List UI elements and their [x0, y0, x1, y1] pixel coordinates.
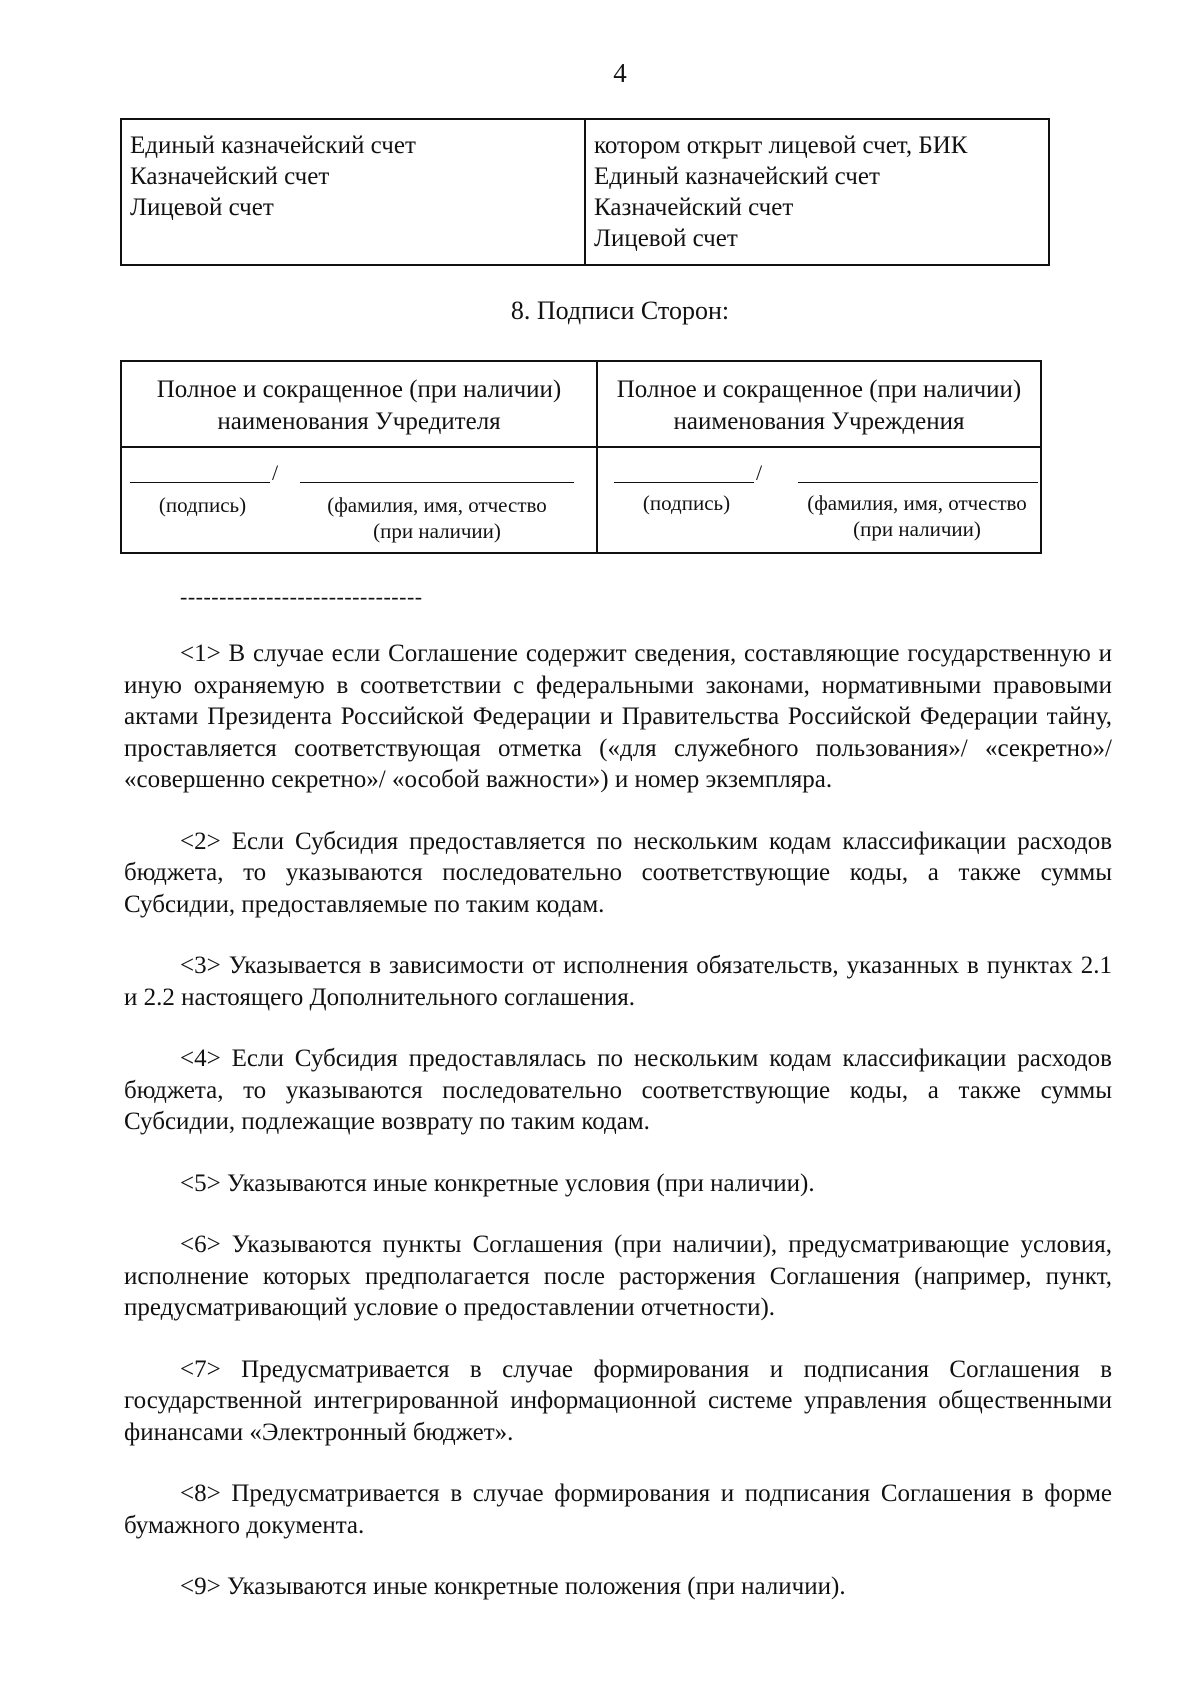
- footnote: <2> Если Субсидия предоставляется по нескольким кодам классификации расходов бюджета, то указываются последовательно соответствующие коды, а также суммы Субсидии, предоставляемые по таким кодам.: [124, 827, 1112, 918]
- signatures-section-title: 8. Подписи Сторон:: [510, 296, 730, 325]
- footnote: <5> Указываются иные конкретные условия (при наличии).: [180, 1169, 815, 1197]
- institution-signature-cell: [597, 447, 1041, 553]
- name-line: [798, 482, 1038, 483]
- page-number: 4: [613, 58, 627, 88]
- bank-details-right-cell: [585, 119, 1049, 265]
- footnote: <6> Указываются пункты Соглашения (при наличии), предусматривающие условия, исполнение которых предполагается после расторжения Соглашения (например, пункт, предусматривающий условие о предоставлении отчетности).: [124, 1231, 1112, 1321]
- signature-caption: (подпись): [158, 493, 247, 517]
- bank-detail-line: Казначейский счет: [594, 194, 794, 221]
- signatures-table: [120, 360, 1042, 554]
- signature-line: [130, 482, 270, 483]
- bank-detail-line: Казначейский счет: [130, 163, 330, 190]
- bank-detail-line: Единый казначейский счет: [130, 132, 416, 159]
- bank-details-left-cell: [121, 119, 585, 265]
- signature-line: [614, 482, 754, 483]
- founder-header: Полное и сокращенное (при наличии) наименования Учредителя: [121, 361, 597, 447]
- bank-detail-line: Лицевой счет: [594, 225, 738, 252]
- name-line: [300, 482, 574, 483]
- bank-detail-line: Лицевой счет: [130, 194, 274, 221]
- footnote: <3> Указывается в зависимости от исполнения обязательств, указанных в пунктах 2.1 и 2.2 настоящего Дополнительного соглашения.: [124, 952, 1112, 1011]
- footnote: <7> Предусматривается в случае формирования и подписания Соглашения в государственной интегрированной информационной системе управления общественными финансами «Электронный бюджет».: [124, 1355, 1112, 1446]
- footnote: <9> Указываются иные конкретные положения (при наличии).: [180, 1573, 846, 1600]
- footnote: <1> В случае если Соглашение содержит сведения, составляющие государственную и иную охраняемую в соответствии с федеральными законами, нормативными правовыми актами Президента Российской Федерации и Правительства Российской Федерации тайну, проставляется соответствующая отметка («для служебного пользования»/ «секретно»/ «совершенно секретно»/ «особой важности») и номер экземпляра.: [124, 640, 1112, 793]
- bank-detail-line: котором открыт лицевой счет, БИК: [594, 132, 968, 159]
- institution-header: Полное и сокращенное (при наличии) наименования Учреждения: [597, 361, 1041, 447]
- bank-details-table: [120, 118, 1050, 266]
- signature-caption: (подпись): [642, 491, 731, 515]
- name-caption-note: (при наличии): [373, 519, 501, 543]
- footnotes: [124, 638, 1112, 1633]
- name-caption: (фамилия, имя, отчество: [327, 493, 547, 517]
- slash-separator: /: [756, 460, 763, 485]
- slash-separator: /: [272, 460, 279, 485]
- name-caption-note: (при наличии): [853, 517, 981, 541]
- name-caption: (фамилия, имя, отчество: [807, 491, 1027, 515]
- bank-detail-line: Единый казначейский счет: [594, 163, 880, 190]
- footnote: <4> Если Субсидия предоставлялась по нескольким кодам классификации расходов бюджета, то указываются последовательно соответствующие коды, а также суммы Субсидии, подлежащие возврату по таким кодам.: [124, 1045, 1112, 1135]
- footnote: <8> Предусматривается в случае формирования и подписания Соглашения в форме бумажного документа.: [124, 1480, 1112, 1539]
- founder-signature-cell: [121, 447, 597, 553]
- footnote-separator: -------------------------------: [180, 584, 423, 609]
